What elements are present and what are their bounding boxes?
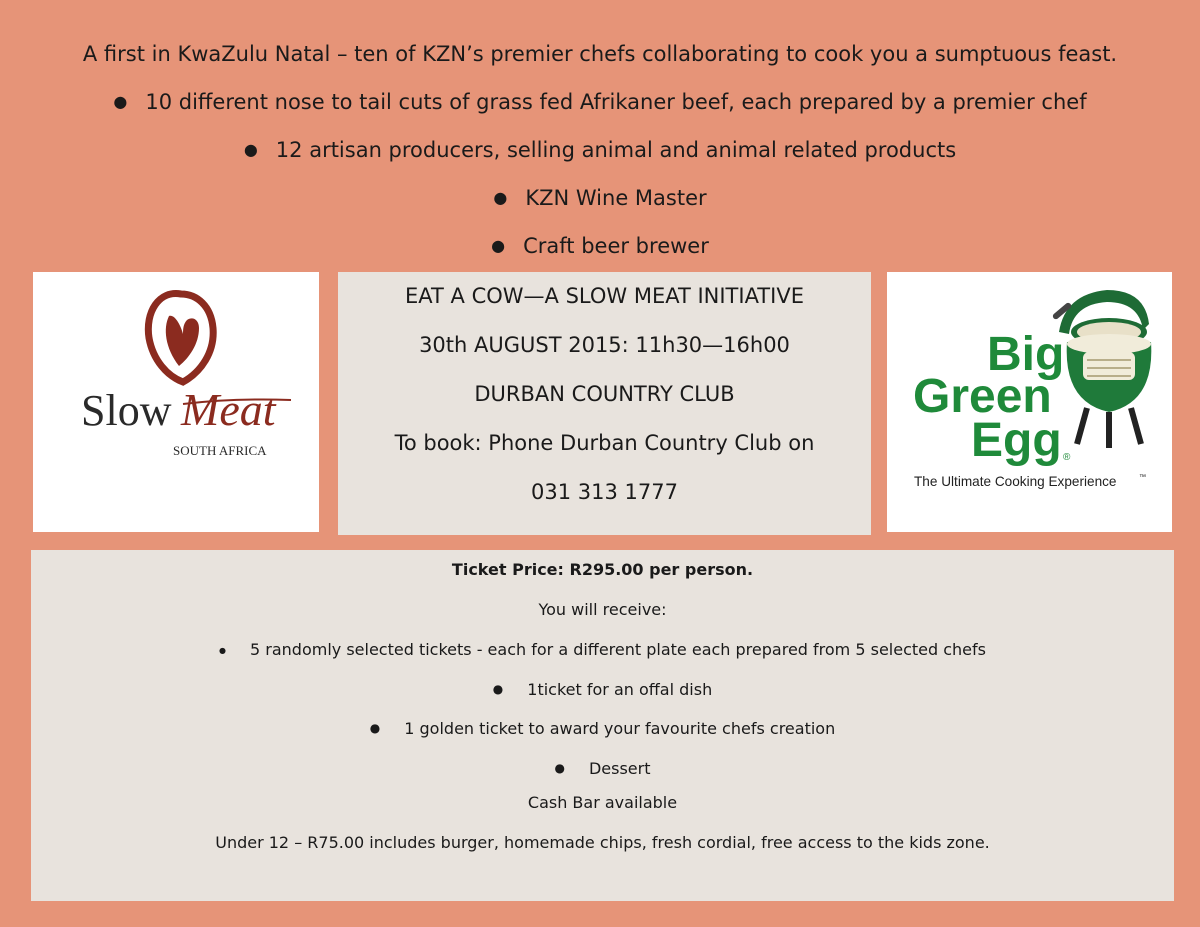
brand-tagline: The Ultimate Cooking Experience [914, 474, 1117, 489]
cash-bar-note: Cash Bar available [527, 793, 678, 812]
intro-bullet-text: 12 artisan producers, selling animal and animal related products [275, 138, 957, 162]
intro-bullet-text: 10 different nose to tail cuts of grass fed Afrikaner beef, each prepared by a premier chef [145, 90, 1087, 114]
brand-word-green: Green [913, 370, 1052, 423]
bullet-dot: ● [369, 721, 381, 735]
intro-bullet [0, 84, 1200, 132]
heart-icon [148, 294, 213, 382]
under-12-note: Under 12 – R75.00 includes burger, homemade chips, fresh cordial, free access to the kids zone. [215, 833, 990, 852]
grill-icon [1052, 290, 1152, 448]
ticket-item [31, 719, 1174, 738]
slow-meat-logo-panel [33, 272, 319, 532]
ticket-item [31, 759, 1174, 778]
ticket-item-text: 5 randomly selected tickets - each for a different plate each prepared from 5 selected chefs [250, 640, 986, 659]
intro-bullet [0, 228, 1200, 276]
intro-bullet [0, 180, 1200, 228]
logo-word-slow: Slow [81, 386, 172, 435]
ticket-item [31, 680, 1174, 699]
intro-section [0, 36, 1200, 276]
big-green-egg-logo [887, 272, 1172, 532]
ticket-item-text: Dessert [588, 759, 651, 778]
logo-word-meat: Meat [181, 384, 276, 435]
registered-mark: ® [1063, 452, 1071, 463]
event-phone: 031 313 1777 [531, 480, 678, 504]
bullet-dot: ● [219, 646, 226, 655]
event-booking: To book: Phone Durban Country Club on [394, 431, 815, 455]
intro-bullet [0, 132, 1200, 180]
intro-bullet-text: KZN Wine Master [525, 186, 707, 210]
bullet-dot: ● [492, 682, 504, 696]
event-info-panel [338, 272, 871, 535]
slow-meat-logo [33, 272, 319, 532]
big-green-egg-logo-panel [887, 272, 1172, 532]
brand-word-big: Big [987, 328, 1065, 381]
ticket-item-text: 1ticket for an offal dish [527, 680, 713, 699]
bullet-dot: ● [243, 140, 258, 159]
event-title: EAT A COW—A SLOW MEAT INITIATIVE [405, 284, 804, 308]
bullet-dot: ● [493, 188, 508, 207]
trademark-mark: ™ [1139, 474, 1146, 481]
ticket-price: Ticket Price: R295.00 per person. [451, 560, 754, 579]
intro-bullet-text: Craft beer brewer [523, 234, 709, 258]
headline: A first in KwaZulu Natal – ten of KZN’s premier chefs collaborating to cook you a sumptuous feast. [82, 42, 1118, 66]
brand-word-egg: Egg [971, 414, 1062, 467]
bullet-dot: ● [491, 236, 506, 255]
bullet-dot: ● [113, 92, 128, 111]
event-venue: DURBAN COUNTRY CLUB [474, 382, 735, 406]
ticket-item [31, 640, 1174, 659]
tickets-panel [31, 550, 1174, 901]
event-date: 30th AUGUST 2015: 11h30—16h00 [419, 333, 790, 357]
logo-subtitle: SOUTH AFRICA [173, 443, 267, 458]
you-will-receive: You will receive: [538, 600, 667, 619]
ticket-item-text: 1 golden ticket to award your favourite chefs creation [404, 719, 836, 738]
bullet-dot: ● [554, 761, 565, 775]
